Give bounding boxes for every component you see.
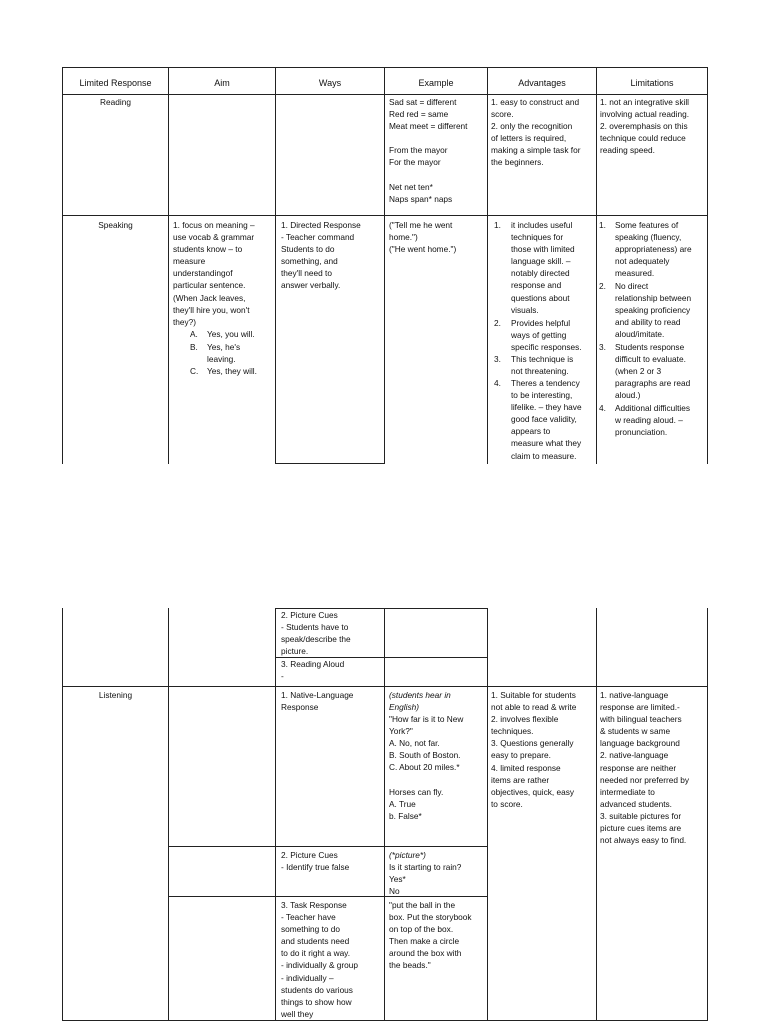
aim-option-letter: A.: [190, 329, 198, 339]
list-number: 4.: [494, 378, 501, 388]
aim-option-letter: B.: [190, 342, 198, 352]
column-divider: [275, 67, 276, 464]
listening-example-1: "How far is it to New York?" A. No, not far. B. South of Boston. C. About 20 miles.* Horses can fly. A. True b. False*: [389, 714, 464, 821]
table-border-bottom: [62, 1020, 708, 1021]
header-limitations: Limitations: [630, 78, 674, 88]
listening-ways-3: 3. Task Response - Teacher have something to do and students need to do it right a way. - individually & group - individually – students do various things to show how well they: [281, 900, 359, 1019]
table-border-top: [62, 67, 708, 68]
reading-advantages: 1. easy to construct and score. 2. only the recognition of letters is required, making a simple task for the beginners.: [491, 97, 581, 168]
table-border-right: [707, 608, 708, 1021]
list-number: 2.: [494, 318, 501, 328]
list-number: 1.: [494, 220, 501, 230]
advantage-item: Provides helpful ways of getting specific responses.: [511, 318, 582, 353]
list-number: 1.: [599, 220, 606, 230]
column-divider: [596, 608, 597, 1021]
aim-option-text: Yes, you will.: [207, 329, 255, 339]
list-number: 4.: [599, 403, 606, 413]
listening-ways-1: 1. Native-Language Response: [281, 690, 354, 713]
header-divider: [62, 94, 708, 95]
table-border-right: [707, 67, 708, 464]
limitation-item: Students response difficult to evaluate. (when 2 or 3 paragraphs are read aloud.): [615, 342, 691, 401]
column-divider: [275, 608, 276, 1021]
speaking-picture-cues: 2. Picture Cues - Students have to speak/describe the picture.: [281, 610, 351, 657]
limitation-item: Additional difficulties w reading aloud. – pronunciation.: [615, 403, 691, 438]
column-divider: [487, 67, 488, 464]
speaking-ways: 1. Directed Response - Teacher command Students to do something, and they'll need to answer verbally.: [281, 220, 361, 291]
header-limited-response: Limited Response: [79, 78, 152, 88]
aim-option-text: Yes, they will.: [207, 366, 257, 376]
column-divider: [596, 67, 597, 464]
row-label-reading: Reading: [100, 97, 131, 107]
listening-advantages: 1. Suitable for students not able to read & write 2. involves flexible techniques. 3. Questions generally easy to prepare. 4. limited response items are rather objectives, quick, easy to score.: [491, 690, 577, 809]
header-ways: Ways: [318, 78, 342, 88]
list-number: 3.: [599, 342, 606, 352]
column-divider: [384, 67, 385, 464]
header-advantages: Advantages: [518, 78, 566, 88]
table-border-left: [62, 67, 63, 464]
aim-option-letter: C.: [190, 366, 199, 376]
header-aim: Aim: [214, 78, 230, 88]
row-label-listening: Listening: [98, 690, 133, 700]
cell-bottom: [275, 463, 385, 464]
column-divider: [168, 67, 169, 464]
list-number: 2.: [599, 281, 606, 291]
listening-example-3: "put the ball in the box. Put the storybook on top of the box. Then make a circle around the box with the beads.": [389, 900, 472, 971]
advantage-item: Theres a tendency to be interesting, lifelike. – they have good face validity, appears to measure what they claim to measure.: [511, 378, 582, 461]
column-divider: [168, 608, 169, 1021]
reading-example: Sad sat = different Red red = same Meat meet = different From the mayor For the mayor Net net ten* Naps span* naps: [389, 97, 468, 204]
row-divider: [62, 686, 708, 687]
speaking-aim: 1. focus on meaning – use vocab & grammar students know – to measure understandingof particular sentence. (When Jack leaves, they'll hire you, won't they?): [173, 220, 255, 327]
listening-example-2-note: (*picture*): [389, 850, 426, 860]
list-number: 3.: [494, 354, 501, 364]
advantage-item: it includes useful techniques for those with limited language skill. – notably directed response and questions about visuals.: [511, 220, 575, 315]
reading-limitations: 1. not an integrative skill involving actual reading. 2. overemphasis on this technique could reduce reading speed.: [600, 97, 690, 156]
row-divider: [62, 215, 708, 216]
speaking-example: ("Tell me he went home.") ("He went home."): [389, 220, 457, 255]
speaking-reading-aloud: 3. Reading Aloud -: [281, 659, 345, 682]
advantage-item: This technique is not threatening.: [511, 354, 574, 377]
aim-option-text: Yes, he's leaving.: [207, 342, 241, 365]
cell-divider: [168, 846, 488, 847]
listening-example-1-note: (students hear in English): [389, 690, 451, 713]
limitation-item: Some features of speaking (fluency, appropriateness) are not adequately measured.: [615, 220, 692, 279]
listening-limitations: 1. native-language response are limited.- with bilingual teachers & students w same language background 2. native-language response are neither needed nor preferred by intermediate to advanced students. 3. suitable pictures for picture cues items are not always easy to find.: [600, 690, 690, 846]
header-example: Example: [418, 78, 454, 88]
column-divider: [384, 608, 385, 1021]
listening-example-2: Is it starting to rain? Yes* No: [389, 862, 462, 897]
row-label-speaking: Speaking: [98, 220, 133, 230]
limitation-item: No direct relationship between speaking proficiency and ability to read aloud/imitate.: [615, 281, 692, 340]
listening-ways-2: 2. Picture Cues - Identify true false: [281, 850, 350, 873]
table-border-left: [62, 608, 63, 1021]
column-divider: [487, 608, 488, 1021]
